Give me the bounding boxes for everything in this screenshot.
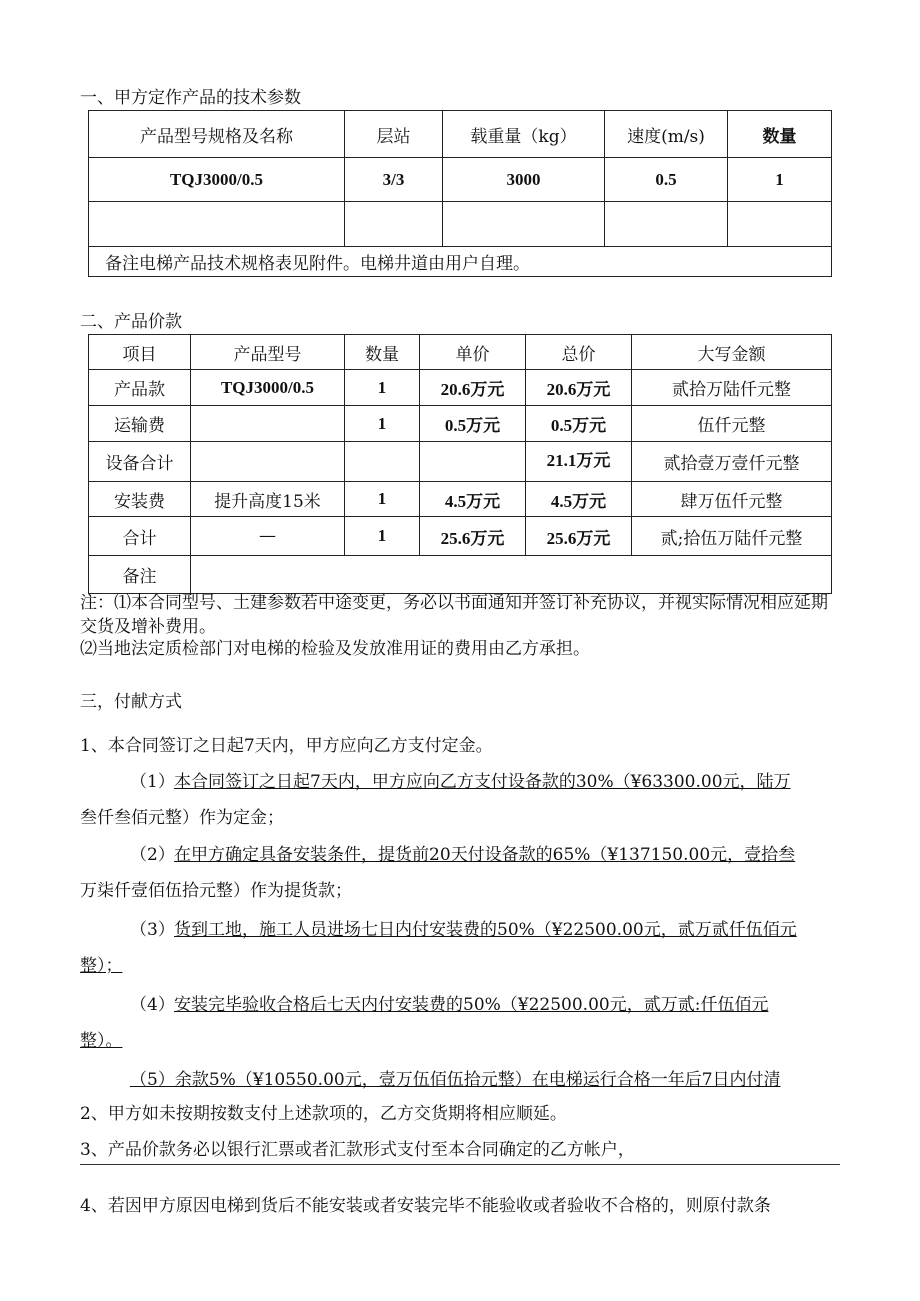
table-cell bbox=[191, 442, 345, 482]
table-row bbox=[89, 370, 832, 406]
item-1-number: （1） bbox=[130, 772, 175, 792]
table-cell: 25.6万元 bbox=[420, 517, 526, 556]
table-remark-row bbox=[89, 247, 832, 277]
header-cell: 项目 bbox=[89, 335, 191, 370]
table-cell: 0.5万元 bbox=[420, 406, 526, 442]
table-header-row bbox=[89, 335, 832, 370]
table-cell: 设备合计 bbox=[89, 442, 191, 482]
table-cell: 1 bbox=[345, 370, 420, 406]
table-row bbox=[89, 482, 832, 517]
payment-para-3: 3、产品价款务必以银行汇票或者汇款形式支付至本合同确定的乙方帐户， bbox=[80, 1140, 635, 1160]
price-table bbox=[88, 334, 832, 594]
table-cell: 伍仟元整 bbox=[632, 406, 832, 442]
payment-para-4: 4、若因甲方原因电梯到货后不能安装或者安装完毕不能验收或者验收不合格的，则原付款条 bbox=[80, 1196, 771, 1216]
table-cell: 1 bbox=[345, 482, 420, 517]
header-cell: 大写金额 bbox=[632, 335, 832, 370]
divider bbox=[80, 1164, 840, 1165]
table-row bbox=[89, 158, 832, 202]
table-header-row bbox=[89, 111, 832, 158]
table-cell: 4.5万元 bbox=[420, 482, 526, 517]
payment-para-1: 1、本合同签订之日起7天内，甲方应向乙方支付定金。 bbox=[80, 736, 493, 756]
table-row-empty bbox=[89, 202, 832, 247]
item-4-number: （4） bbox=[130, 995, 175, 1015]
item-3-line-2: 整）； bbox=[80, 956, 123, 976]
table-cell: 3000 bbox=[443, 158, 605, 202]
table-cell: — bbox=[191, 517, 345, 556]
table-cell: 0.5 bbox=[605, 158, 728, 202]
item-1-line-1: 本合同签订之日起7天内，甲方应向乙方支付设备款的30%（¥63300.00元，陆万 bbox=[174, 772, 791, 792]
table-cell: TQJ3000/0.5 bbox=[89, 158, 345, 202]
item-4-line-2: 整）。 bbox=[80, 1031, 123, 1051]
note-2: ⑵当地法定质检部门对电梯的检验及发放准用证的费用由乙方承担。 bbox=[80, 639, 590, 659]
table-cell bbox=[345, 442, 420, 482]
table-remark-row bbox=[89, 556, 832, 594]
table-cell: 0.5万元 bbox=[526, 406, 632, 442]
section1-title: 一、甲方定作产品的技术参数 bbox=[80, 88, 301, 108]
item-2-line-1: 在甲方确定具备安装条件，提货前20天付设备款的65%（¥137150.00元，壹拾叁 bbox=[174, 845, 796, 865]
header-cell: 产品型号 bbox=[191, 335, 345, 370]
item-3-line-1: 货到工地，施工人员进场七日内付安装费的50%（¥22500.00元，贰万贰仟伍佰元 bbox=[174, 920, 797, 940]
table-row bbox=[89, 442, 832, 482]
item-4-line-1: 安装完毕验收合格后七天内付安装费的50%（¥22500.00元，贰万贰:仟伍佰元 bbox=[174, 995, 769, 1015]
table-cell: 1 bbox=[345, 517, 420, 556]
header-cell: 数量 bbox=[728, 111, 832, 158]
table-cell: 贰拾壹万壹仟元整 bbox=[632, 442, 832, 482]
payment-para-2: 2、甲方如未按期按数支付上述款项的，乙方交货期将相应顺延。 bbox=[80, 1104, 567, 1124]
note-1: 注：⑴本合同型号、土建参数若中途变更，务必以书面通知并签订补充协议，并视实际情况相应延期交货及增补费用。 bbox=[80, 593, 828, 637]
table-cell: 21.1万元 bbox=[526, 442, 632, 482]
remark-label: 备注 bbox=[89, 556, 191, 594]
header-cell: 层站 bbox=[345, 111, 443, 158]
table-cell: 合计 bbox=[89, 517, 191, 556]
table-cell bbox=[420, 442, 526, 482]
table-cell: 贰拾万陆仟元整 bbox=[632, 370, 832, 406]
header-cell: 产品型号规格及名称 bbox=[89, 111, 345, 158]
table-cell: 安装费 bbox=[89, 482, 191, 517]
table-cell: 20.6万元 bbox=[420, 370, 526, 406]
tech-params-table bbox=[88, 110, 832, 277]
item-2-line-2: 万柒仟壹佰伍拾元整）作为提货款； bbox=[80, 881, 352, 901]
section2-title: 二、产品价款 bbox=[80, 312, 182, 332]
item-1-line-2: 叁仟叁佰元整）作为定金； bbox=[80, 808, 284, 828]
item-5: （5）余款5%（¥10550.00元，壹万伍佰伍拾元整）在电梯运行合格一年后7日内付清 bbox=[130, 1070, 781, 1090]
table-cell bbox=[191, 406, 345, 442]
table-cell: 贰;拾伍万陆仟元整 bbox=[632, 517, 832, 556]
section3-title: 三，付献方式 bbox=[80, 692, 182, 712]
table-cell: 1 bbox=[728, 158, 832, 202]
item-3-number: （3） bbox=[130, 920, 175, 940]
table-cell: 运输费 bbox=[89, 406, 191, 442]
table-row bbox=[89, 517, 832, 556]
header-cell: 速度(m/s) bbox=[605, 111, 728, 158]
table-cell: 产品款 bbox=[89, 370, 191, 406]
table-cell: 肆万伍仟元整 bbox=[632, 482, 832, 517]
item-2-number: （2） bbox=[130, 845, 175, 865]
table-cell: TQJ3000/0.5 bbox=[191, 370, 345, 406]
header-cell: 单价 bbox=[420, 335, 526, 370]
header-cell: 载重量（kg） bbox=[443, 111, 605, 158]
table-cell: 1 bbox=[345, 406, 420, 442]
table-cell: 20.6万元 bbox=[526, 370, 632, 406]
remark-cell: 备注电梯产品技术规格表见附件。电梯井道由用户自理。 bbox=[89, 247, 832, 277]
table-row bbox=[89, 406, 832, 442]
table-cell: 3/3 bbox=[345, 158, 443, 202]
table-cell: 4.5万元 bbox=[526, 482, 632, 517]
table-cell: 25.6万元 bbox=[526, 517, 632, 556]
table-cell: 提升高度15米 bbox=[191, 482, 345, 517]
header-cell: 总价 bbox=[526, 335, 632, 370]
header-cell: 数量 bbox=[345, 335, 420, 370]
